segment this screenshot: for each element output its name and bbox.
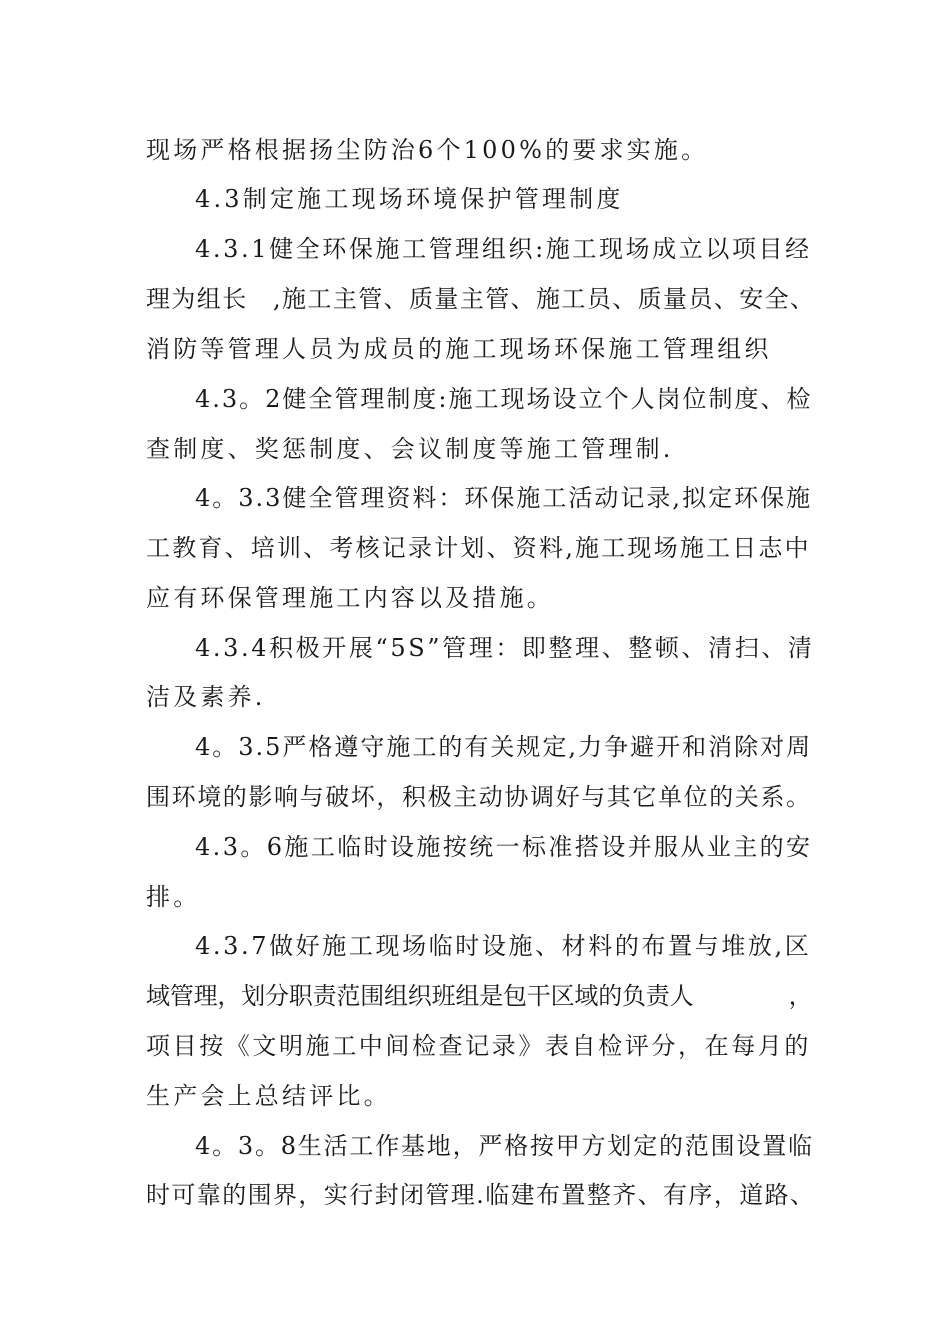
- text-line: 时可靠的围界，实行封闭管理.临建布置整齐、有序，道路、: [146, 1181, 816, 1209]
- text-line: 现场严格根据扬尘防治6个100%的要求实施。: [146, 136, 709, 164]
- section-heading: 4.3制定施工现场环境保护管理制度: [195, 185, 624, 213]
- text-line: 4。3.5严格遵守施工的有关规定,力争避开和消除对周: [195, 733, 813, 761]
- text-line: 4.3.7做好施工现场临时设施、材料的布置与堆放,区: [195, 932, 812, 960]
- text-line: 4。3。8生活工作基地，严格按甲方划定的范围设置临: [195, 1132, 814, 1160]
- text-line: 排。: [146, 883, 201, 911]
- text-line: 4.3.1健全环保施工管理组织:施工现场成立以项目经: [195, 235, 812, 263]
- text-line: 洁及素养.: [146, 683, 266, 711]
- text-line: 域管理，划分职责范围组织班组是包干区域的负责人 ，: [146, 982, 813, 1010]
- text-line: 4。3.3健全管理资料：环保施工活动记录,拟定环保施: [195, 484, 813, 512]
- text-line: 消防等管理人员为成员的施工现场环保施工管理组织: [146, 335, 772, 363]
- text-line: 项目按《文明施工中间检查记录》表自检评分，在每月的: [146, 1032, 811, 1060]
- text-line: 查制度、奖惩制度、会议制度等施工管理制.: [146, 435, 674, 463]
- text-line: 工教育、培训、考核记录计划、资料,施工现场施工日志中: [146, 534, 811, 562]
- text-line: 围环境的影响与破坏，积极主动协调好与其它单位的关系。: [146, 783, 812, 811]
- text-line: 4.3。2健全管理制度:施工现场设立个人岗位制度、检: [195, 385, 813, 413]
- text-line: 4.3.4积极开展“5S”管理：即整理、整顿、清扫、清: [195, 634, 815, 662]
- text-line: 应有环保管理施工内容以及措施。: [146, 584, 554, 612]
- text-line: 4.3。6施工临时设施按统一标准搭设并服从业主的安: [195, 833, 813, 861]
- text-line: 生产会上总结评比。: [146, 1082, 391, 1110]
- text-line: 理为组长 ,施工主管、质量主管、施工员、质量员、安全、: [146, 285, 816, 313]
